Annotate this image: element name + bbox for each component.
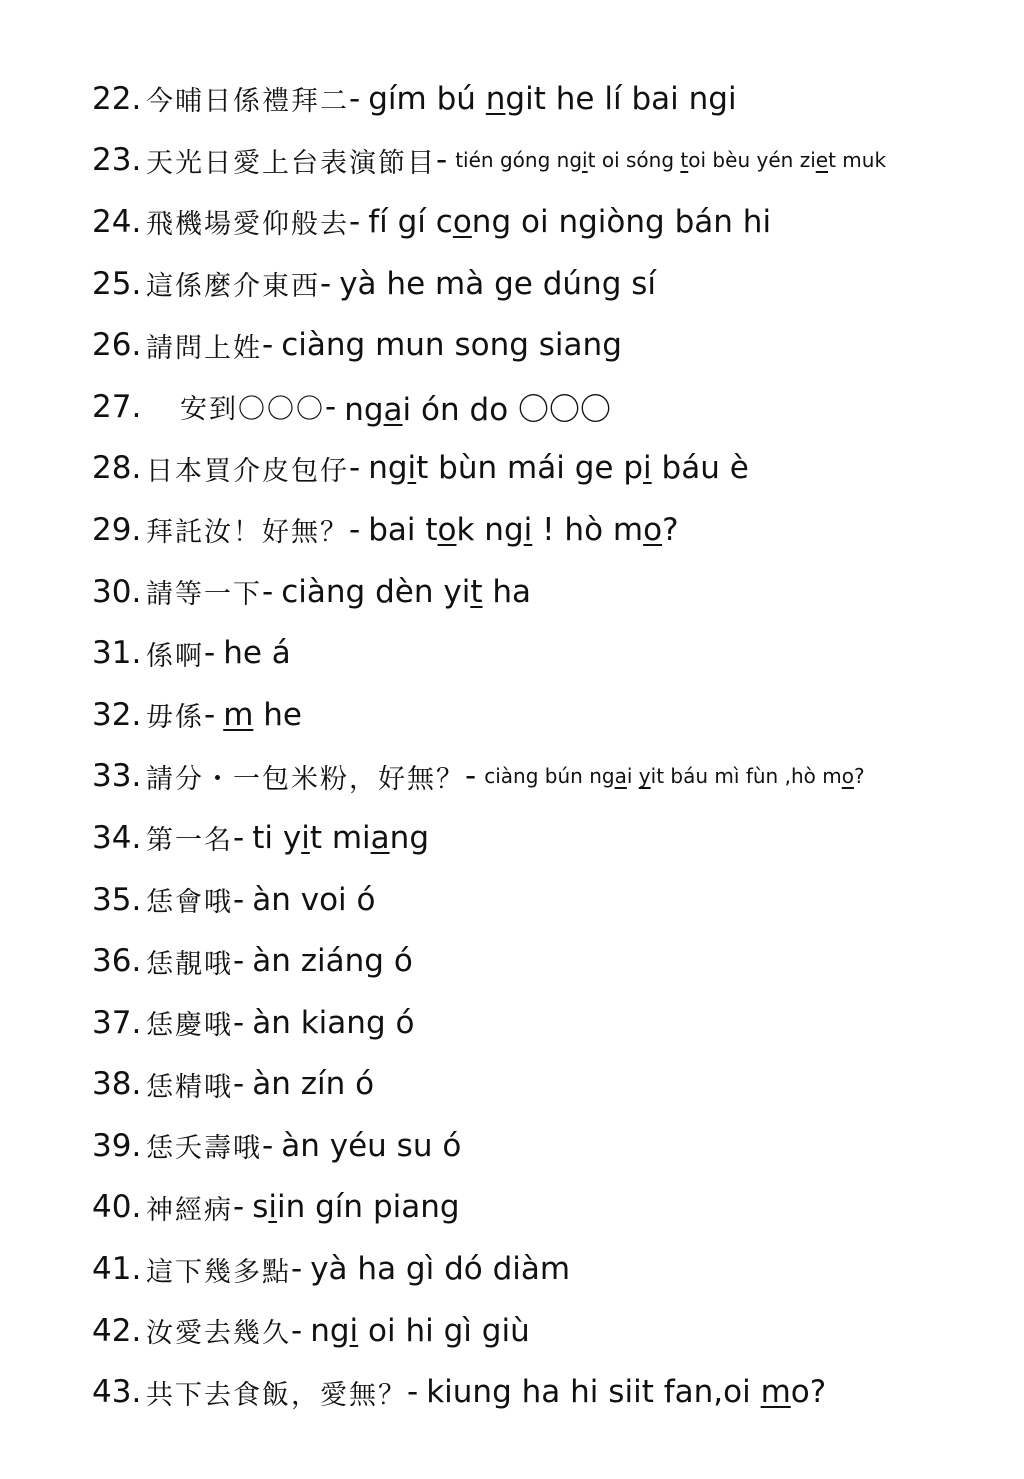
separator-dash: - bbox=[233, 1004, 245, 1041]
chinese-phrase: 恁夭壽哦 bbox=[146, 1133, 262, 1165]
romanization: ngi oi hi gì giù bbox=[310, 1312, 530, 1349]
item-number: 39. bbox=[92, 1127, 142, 1164]
list-item bbox=[92, 1115, 992, 1177]
item-number: 37. bbox=[92, 1004, 142, 1041]
list-item bbox=[92, 992, 992, 1054]
separator-dash: - bbox=[233, 1189, 245, 1226]
item-number: 33. bbox=[92, 758, 142, 795]
separator-dash: - bbox=[262, 327, 274, 364]
item-number: 34. bbox=[92, 819, 142, 856]
vocabulary-list bbox=[92, 68, 992, 1423]
separator-dash: - bbox=[349, 80, 361, 117]
chinese-phrase: 毋係 bbox=[146, 702, 204, 734]
chinese-phrase: 第一名 bbox=[146, 825, 233, 857]
separator-dash: - bbox=[320, 265, 332, 302]
romanization: ciàng bún ngai yit báu mì fùn ,hò mo? bbox=[484, 764, 865, 789]
list-item bbox=[92, 684, 992, 746]
list-item bbox=[92, 869, 992, 931]
romanization: yà ha gì dó diàm bbox=[310, 1251, 571, 1288]
romanization: kiung ha hi siit fan,oi mo? bbox=[426, 1374, 827, 1411]
chinese-phrase: 恁會哦 bbox=[146, 887, 233, 919]
separator-dash: - bbox=[233, 943, 245, 980]
separator-dash: - bbox=[349, 203, 361, 240]
separator-dash: - bbox=[233, 881, 245, 918]
romanization: ngit bùn mái ge pi báu è bbox=[368, 450, 749, 487]
item-number: 26. bbox=[92, 327, 142, 364]
item-number: 30. bbox=[92, 573, 142, 610]
list-item bbox=[92, 807, 992, 869]
chinese-phrase: 天光日愛上台表演節目 bbox=[146, 147, 436, 179]
chinese-phrase: 請問上姓 bbox=[146, 332, 262, 364]
chinese-phrase: 係啊 bbox=[146, 640, 204, 672]
chinese-phrase: 日本買介皮包仔 bbox=[146, 455, 349, 487]
separator-dash: - bbox=[262, 1127, 274, 1164]
chinese-phrase: 恁慶哦 bbox=[146, 1010, 233, 1042]
chinese-phrase: 這係麼介東西 bbox=[146, 271, 320, 303]
item-number: 32. bbox=[92, 696, 142, 733]
separator-dash: - bbox=[204, 635, 216, 672]
separator-dash: - bbox=[465, 758, 477, 795]
list-item bbox=[92, 376, 992, 438]
item-number: 22. bbox=[92, 80, 142, 117]
list-item bbox=[92, 130, 992, 192]
list-item bbox=[92, 253, 992, 315]
item-number: 27. bbox=[92, 388, 142, 425]
item-number: 40. bbox=[92, 1189, 142, 1226]
item-number: 41. bbox=[92, 1251, 142, 1288]
item-number: 29. bbox=[92, 511, 142, 548]
romanization: àn yéu su ó bbox=[281, 1127, 462, 1164]
list-item bbox=[92, 622, 992, 684]
chinese-phrase: 安到〇〇〇 bbox=[180, 394, 325, 426]
item-number: 43. bbox=[92, 1374, 142, 1411]
list-item bbox=[92, 1300, 992, 1362]
separator-dash: - bbox=[291, 1251, 303, 1288]
romanization: fí gí cong oi ngiòng bán hi bbox=[368, 203, 772, 240]
item-number: 35. bbox=[92, 881, 142, 918]
romanization: àn kiang ó bbox=[252, 1004, 415, 1041]
romanization: tién góng ngit oi sóng toi bèu yén ziet muk bbox=[455, 148, 887, 173]
separator-dash: - bbox=[204, 696, 216, 733]
chinese-phrase: 這下幾多點 bbox=[146, 1256, 291, 1288]
chinese-phrase: 今晡日係禮拜二 bbox=[146, 86, 349, 118]
chinese-phrase: 恁精哦 bbox=[146, 1071, 233, 1103]
item-number: 42. bbox=[92, 1312, 142, 1349]
romanization: he á bbox=[223, 635, 291, 672]
separator-dash: - bbox=[436, 142, 448, 179]
list-item bbox=[92, 1238, 992, 1300]
romanization: ti yit miang bbox=[252, 819, 429, 856]
romanization: m he bbox=[223, 696, 302, 733]
separator-dash: - bbox=[407, 1374, 419, 1411]
romanization: siin gín piang bbox=[252, 1189, 460, 1226]
chinese-phrase: 共下去食飯，愛無？ bbox=[146, 1379, 407, 1411]
item-number: 36. bbox=[92, 943, 142, 980]
separator-dash: - bbox=[233, 819, 245, 856]
item-number: 24. bbox=[92, 203, 142, 240]
separator-dash: - bbox=[291, 1312, 303, 1349]
item-number: 31. bbox=[92, 635, 142, 672]
list-item bbox=[92, 1177, 992, 1239]
item-number: 25. bbox=[92, 265, 142, 302]
romanization: àn ziáng ó bbox=[252, 943, 413, 980]
romanization: bai tok ngi ! hò mo? bbox=[368, 511, 679, 548]
item-number: 38. bbox=[92, 1066, 142, 1103]
chinese-phrase: 恁靚哦 bbox=[146, 948, 233, 980]
list-item bbox=[92, 1054, 992, 1116]
list-item bbox=[92, 314, 992, 376]
chinese-phrase: 汝愛去幾久 bbox=[146, 1318, 291, 1350]
romanization: gím bú ngit he lí bai ngi bbox=[368, 80, 737, 117]
romanization: àn zín ó bbox=[252, 1066, 375, 1103]
item-number: 23. bbox=[92, 142, 142, 179]
separator-dash: - bbox=[349, 511, 361, 548]
list-item bbox=[92, 68, 992, 130]
list-item bbox=[92, 930, 992, 992]
list-item bbox=[92, 1361, 992, 1423]
list-item bbox=[92, 191, 992, 253]
item-number: 28. bbox=[92, 450, 142, 487]
romanization: ngai ón do 〇〇〇 bbox=[344, 392, 612, 429]
list-item bbox=[92, 561, 992, 623]
separator-dash: - bbox=[349, 450, 361, 487]
list-item bbox=[92, 746, 992, 808]
list-item bbox=[92, 438, 992, 500]
list-item bbox=[92, 499, 992, 561]
romanization: yà he mà ge dúng sí bbox=[339, 265, 657, 302]
chinese-phrase: 飛機場愛仰般去 bbox=[146, 209, 349, 241]
romanization: ciàng dèn yit ha bbox=[281, 573, 531, 610]
separator-dash: - bbox=[262, 573, 274, 610]
chinese-phrase: 拜託汝！好無？ bbox=[146, 517, 349, 549]
romanization: ciàng mun song siang bbox=[281, 327, 622, 364]
separator-dash: - bbox=[233, 1066, 245, 1103]
chinese-phrase: 請等一下 bbox=[146, 579, 262, 611]
romanization: àn voi ó bbox=[252, 881, 376, 918]
chinese-phrase: 神經病 bbox=[146, 1194, 233, 1226]
chinese-phrase: 請分・一包米粉，好無？ bbox=[146, 763, 465, 795]
separator-dash: - bbox=[325, 388, 337, 425]
